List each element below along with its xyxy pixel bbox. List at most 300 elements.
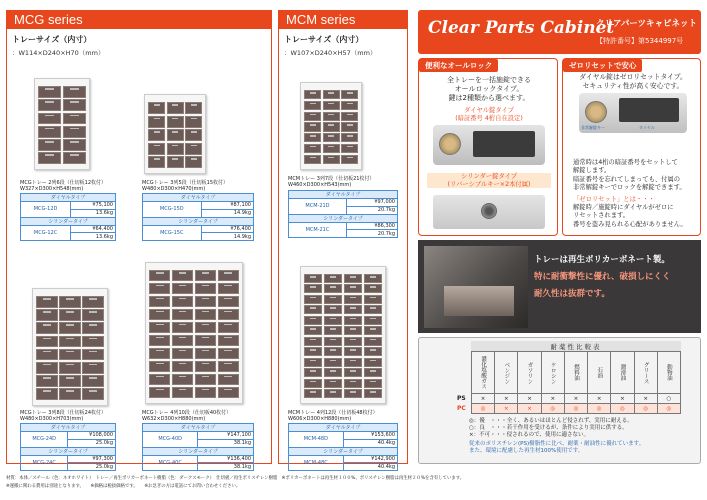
model-code: MCM-48D xyxy=(289,432,344,448)
type-label: ダイヤルタイプ xyxy=(21,424,116,432)
drawer xyxy=(218,283,239,294)
mcg-tray-size-label: トレーサイズ（内寸） xyxy=(12,35,92,44)
drawer xyxy=(344,305,362,314)
drawer xyxy=(218,361,239,372)
emergency-key-label: 非常解錠キー xyxy=(581,125,605,130)
drawer xyxy=(218,309,239,320)
drawer xyxy=(218,296,239,307)
row-label-ps: PS xyxy=(457,395,466,402)
mcg-40-spec-table xyxy=(142,423,254,471)
type-label: ダイヤルタイプ xyxy=(143,424,254,432)
drawer xyxy=(324,337,342,346)
dial-lock-type: ダイヤル錠タイプ xyxy=(464,107,514,114)
drawer xyxy=(185,116,202,128)
comparison-row-ps xyxy=(472,394,681,404)
cylinder-lock-image xyxy=(433,195,545,229)
drawer xyxy=(82,349,104,361)
drawer xyxy=(344,347,362,356)
mcg-24-caption xyxy=(20,410,140,422)
product-dims: W327×D300×H548(mm) xyxy=(20,186,84,193)
cell: × xyxy=(634,394,657,404)
drawer xyxy=(364,326,382,335)
drawer xyxy=(59,296,81,308)
drawer xyxy=(195,348,216,359)
tray-photo xyxy=(424,246,528,328)
price: ¥153,600 xyxy=(343,432,397,440)
drawer xyxy=(324,305,342,314)
tray-text-3: 耐久性は抜群です。 xyxy=(534,289,610,299)
drawer xyxy=(36,349,58,361)
column-header: ガソリン xyxy=(518,352,541,394)
drawer xyxy=(38,152,61,164)
weight: 40.4kg xyxy=(343,463,397,471)
weight: 13.6kg xyxy=(71,209,116,217)
zeroreset-box xyxy=(562,58,701,236)
emergency-key-icon xyxy=(585,101,607,123)
drawer xyxy=(38,113,61,125)
drawer xyxy=(59,336,81,348)
drawer xyxy=(324,347,342,356)
cell: × xyxy=(588,394,611,404)
drawer xyxy=(324,274,342,283)
cell: ◎ xyxy=(657,404,680,414)
drawer xyxy=(364,316,382,325)
drawer xyxy=(36,322,58,334)
drawer xyxy=(344,379,362,388)
product-dims: W606×D300×H880(mm) xyxy=(288,416,352,423)
price: ¥147,100 xyxy=(198,432,254,440)
model-code: MCG-12C xyxy=(21,225,71,241)
mcm-series-tab: MCM series xyxy=(278,10,408,29)
key-hole-icon xyxy=(439,133,461,155)
patent-number: 【特許番号】第5344997号 xyxy=(596,37,684,45)
cell: × xyxy=(472,394,495,404)
drawer xyxy=(82,336,104,348)
row-label-pc: PC xyxy=(457,405,466,412)
drawer xyxy=(195,283,216,294)
drawer xyxy=(148,156,165,168)
drawer xyxy=(218,322,239,333)
drawer xyxy=(82,388,104,400)
weight: 25.0kg xyxy=(68,439,116,447)
dial-lock-image xyxy=(433,125,545,165)
weight: 20.7kg xyxy=(346,230,397,238)
price: ¥86,300 xyxy=(346,222,397,230)
drawer xyxy=(195,309,216,320)
drawer xyxy=(149,296,170,307)
footer xyxy=(6,475,706,491)
product-dims: W480×D300×H703(mm) xyxy=(20,416,84,423)
drawer xyxy=(323,112,340,121)
price: ¥108,000 xyxy=(68,432,116,440)
cabinet-mcg-40 xyxy=(145,262,243,404)
drawer xyxy=(82,375,104,387)
drawer xyxy=(364,379,382,388)
drawer xyxy=(304,347,322,356)
product-name: MCGトレー 4列10段（仕切板40枚付） xyxy=(142,410,232,416)
drawer xyxy=(59,362,81,374)
zeroreset-q4: 番号を盗み見られる心配がありません。 xyxy=(573,220,687,228)
cell: ◎ xyxy=(611,404,634,414)
drawer xyxy=(195,322,216,333)
cell: × xyxy=(495,404,518,414)
mcm-48-caption xyxy=(288,410,406,422)
comparison-title: 耐薬性比較表 xyxy=(471,341,681,352)
drawer xyxy=(364,368,382,377)
drawer xyxy=(218,374,239,385)
drawer xyxy=(185,143,202,155)
cell: × xyxy=(541,394,564,404)
model-code: MCM-21D xyxy=(289,199,347,215)
column-header: 濃化塩酸ガス xyxy=(472,352,495,394)
drawer xyxy=(172,309,193,320)
cylinder-lock-type: シリンダー錠タイプ xyxy=(460,173,518,180)
drawer xyxy=(82,309,104,321)
drawer xyxy=(304,316,322,325)
drawer xyxy=(63,113,86,125)
product-name: MCMトレー 3列7段（仕切板21枚付） xyxy=(288,176,375,182)
product-name: MCGトレー 3列5段（仕切板15枚付） xyxy=(142,180,228,186)
drawer xyxy=(149,270,170,281)
drawer xyxy=(36,296,58,308)
drawer xyxy=(304,144,321,153)
mcg-15-caption xyxy=(142,180,266,192)
drawer xyxy=(195,296,216,307)
mcg-tray-size: ：W114×D240×H70（mm） xyxy=(12,49,105,57)
drawer xyxy=(148,102,165,114)
drawer xyxy=(149,374,170,385)
cell: × xyxy=(495,394,518,404)
drawer xyxy=(364,358,382,367)
cylinder-lock-sub: (リバーシブルキー×2本付属) xyxy=(447,180,531,188)
drawer xyxy=(344,284,362,293)
column-header: 動物油 xyxy=(657,352,680,394)
drawer xyxy=(344,389,362,398)
drawer xyxy=(341,112,358,121)
cell: ◎ xyxy=(564,404,587,414)
comparison-note-2: また、環境に配慮した再生材100%使用です。 xyxy=(469,448,584,454)
drawer xyxy=(341,90,358,99)
zeroreset-text-2: セキュリティ性が高く安心です。 xyxy=(582,81,684,90)
price: ¥97,000 xyxy=(346,199,397,207)
drawer xyxy=(149,387,170,398)
mcg-40-caption xyxy=(142,410,268,422)
drawer xyxy=(149,283,170,294)
comparison-legend xyxy=(469,418,697,455)
type-label: シリンダータイプ xyxy=(289,214,398,222)
drawer xyxy=(304,284,322,293)
drawer xyxy=(304,90,321,99)
drawer xyxy=(341,122,358,131)
drawer xyxy=(36,362,58,374)
cell: ◎ xyxy=(634,404,657,414)
drawer xyxy=(218,335,239,346)
tray-text-1: トレーは再生ポリカーボネート製。 xyxy=(534,255,670,265)
footer-notes: ※運搬に関わる費用は別途となります。 ※価格は税抜価格です。 ※お急ぎの方は電話にてお問い合わせください。 xyxy=(6,484,241,489)
allrock-box xyxy=(418,58,558,236)
drawer xyxy=(323,122,340,131)
drawer xyxy=(304,326,322,335)
mcg-series-tab: MCG series xyxy=(6,10,272,29)
cell: ○ xyxy=(657,394,680,404)
cabinet-mcg-24 xyxy=(32,288,108,406)
allrock-text xyxy=(427,76,551,103)
drawer xyxy=(304,358,322,367)
zeroreset-desc xyxy=(573,159,697,229)
drawer xyxy=(172,283,193,294)
weight: 13.6kg xyxy=(71,233,116,241)
mcm-48-spec-table xyxy=(288,423,398,471)
drawer xyxy=(304,274,322,283)
model-code: MCG-40C xyxy=(143,455,198,471)
allrock-text-2: オールロックタイプ。 xyxy=(454,85,524,93)
drawer xyxy=(323,90,340,99)
cell: ◎ xyxy=(472,404,495,414)
mcm-tray-size-label: トレーサイズ（内寸） xyxy=(284,35,364,44)
weight: 38.1kg xyxy=(198,439,254,447)
drawer xyxy=(364,295,382,304)
product-name: MCMトレー 4列12段（仕切板48枚付） xyxy=(288,410,378,416)
drawer xyxy=(344,326,362,335)
price: ¥64,400 xyxy=(71,225,116,233)
mcg-15-spec-table xyxy=(142,193,254,241)
cabinet-mcm-48 xyxy=(300,266,386,404)
drawer xyxy=(344,274,362,283)
zeroreset-header: ゼロリセットで安心 xyxy=(563,59,642,72)
drawer xyxy=(172,361,193,372)
cylinder-lock-label xyxy=(427,173,551,188)
cell: ◎ xyxy=(588,404,611,414)
drawer xyxy=(149,322,170,333)
drawer xyxy=(172,322,193,333)
cylinder-lock-icon xyxy=(481,203,497,219)
drawer xyxy=(304,122,321,131)
drawer xyxy=(324,295,342,304)
price: ¥136,400 xyxy=(198,455,254,463)
drawer xyxy=(63,152,86,164)
legend-excellent: ◎：優 ・・・全く、あるいはほとんど侵されず、実用に耐える。 xyxy=(469,418,633,424)
price: ¥76,400 xyxy=(201,225,253,233)
tray-text xyxy=(534,252,698,303)
drawer xyxy=(172,348,193,359)
drawer xyxy=(341,101,358,110)
drawer xyxy=(323,144,340,153)
drawer xyxy=(323,133,340,142)
drawer xyxy=(38,86,61,98)
drawer xyxy=(304,379,322,388)
price: ¥142,900 xyxy=(343,455,397,463)
drawer xyxy=(218,387,239,398)
weight: 20.7kg xyxy=(346,206,397,214)
drawer xyxy=(341,144,358,153)
drawer xyxy=(304,133,321,142)
drawer xyxy=(63,139,86,151)
drawer xyxy=(344,295,362,304)
drawer xyxy=(167,116,184,128)
product-dims: W632×D300×H880(mm) xyxy=(142,416,206,423)
column-header: 潤滑油 xyxy=(611,352,634,394)
drawer xyxy=(304,337,322,346)
weight: 25.0kg xyxy=(68,463,116,471)
comparison-panel xyxy=(418,337,701,464)
zeroreset-p2: 解錠します。 xyxy=(573,167,611,175)
type-label: ダイヤルタイプ xyxy=(289,191,398,199)
weight: 14.9kg xyxy=(201,233,253,241)
mcm-21-caption xyxy=(288,176,406,188)
mcg-12-spec-table xyxy=(20,193,116,241)
weight: 14.9kg xyxy=(201,209,253,217)
drawer xyxy=(364,347,382,356)
type-label: ダイヤルタイプ xyxy=(143,194,254,202)
zeroreset-p1: 通常時は4桁の暗証番号をセットして xyxy=(573,159,678,166)
drawer xyxy=(195,335,216,346)
drawer xyxy=(218,348,239,359)
product-dims: W480×D300×H470(mm) xyxy=(142,186,206,193)
drawer xyxy=(304,305,322,314)
zeroreset-q3: リセットされます。 xyxy=(573,212,630,220)
drawer xyxy=(304,101,321,110)
weight: 40.4kg xyxy=(343,439,397,447)
price: ¥97,300 xyxy=(68,455,116,463)
type-label: ダイヤルタイプ xyxy=(289,424,398,432)
column-header: 燃料油 xyxy=(564,352,587,394)
drawer xyxy=(195,374,216,385)
zeroreset-p4: 非常解錠キーでロックを解錠できます。 xyxy=(573,184,686,192)
product-name: MCGトレー 2列6段（仕切板12枚付） xyxy=(20,180,106,186)
model-code: MCG-15C xyxy=(143,225,202,241)
drawer xyxy=(195,270,216,281)
model-code: MCG-40D xyxy=(143,432,198,448)
comparison-table xyxy=(471,351,681,414)
dial-wheels xyxy=(473,131,535,157)
drawer xyxy=(185,102,202,114)
cell: × xyxy=(564,394,587,404)
cabinet-mcm-21 xyxy=(300,82,362,170)
drawer xyxy=(38,99,61,111)
drawer xyxy=(149,361,170,372)
mcm-tray-size: ：W107×D240×H57（mm） xyxy=(284,49,377,57)
drawer xyxy=(59,375,81,387)
drawer xyxy=(341,133,358,142)
model-code: MCG-24C xyxy=(21,455,68,471)
mcg-24-spec-table xyxy=(20,423,116,471)
drawer xyxy=(148,143,165,155)
drawer xyxy=(364,305,382,314)
drawer xyxy=(324,316,342,325)
drawer xyxy=(324,358,342,367)
column-header: 石油 xyxy=(588,352,611,394)
column-header: ベンジン xyxy=(495,352,518,394)
dial-lock-label xyxy=(427,107,551,122)
drawer xyxy=(38,139,61,151)
drawer xyxy=(195,387,216,398)
comparison-row-pc xyxy=(472,404,681,414)
drawer xyxy=(167,156,184,168)
drawer xyxy=(59,322,81,334)
zeroreset-intro xyxy=(569,73,697,90)
drawer xyxy=(304,368,322,377)
drawer xyxy=(36,388,58,400)
drawer xyxy=(323,101,340,110)
drawer xyxy=(148,129,165,141)
drawer xyxy=(82,362,104,374)
cell: × xyxy=(518,404,541,414)
drawer xyxy=(344,358,362,367)
type-label: ダイヤルタイプ xyxy=(21,194,116,202)
drawer xyxy=(63,86,86,98)
column-header: グリース xyxy=(634,352,657,394)
type-label: シリンダータイプ xyxy=(143,447,254,455)
drawer xyxy=(59,309,81,321)
drawer xyxy=(167,129,184,141)
drawer xyxy=(341,155,358,164)
drawer xyxy=(63,99,86,111)
drawer xyxy=(82,322,104,334)
drawer xyxy=(344,337,362,346)
dial-label: ダイヤル xyxy=(639,125,655,130)
cabinet-mcg-15 xyxy=(144,94,206,174)
cell: ◎ xyxy=(541,404,564,414)
footer-material: 材質：本体／スチール（色：ネオホワイト） トレー／再生ポリカーボネート樹脂（色：ダークスモーク） 仕切板／再生ポリスチレン樹脂 ※ポリカーボネートは再生材１００%、ポリスチレン樹脂は再生材２０%を含有しています。 xyxy=(6,476,465,481)
legend-poor: ×：不可・・・侵されるので、使用に適さない。 xyxy=(469,432,589,438)
type-label: シリンダータイプ xyxy=(289,447,398,455)
zeroreset-p3: 暗証番号を忘れてしまっても、付属の xyxy=(573,175,681,183)
drawer xyxy=(149,309,170,320)
drawer xyxy=(36,336,58,348)
comparison-note-1: 従来のポリスチレン(PS)樹脂性に比べ、耐薬・耐油性に優れています。 xyxy=(469,441,645,447)
drawer xyxy=(172,296,193,307)
drawer xyxy=(304,112,321,121)
dial-wheels xyxy=(619,98,679,122)
drawer xyxy=(149,335,170,346)
drawer xyxy=(218,270,239,281)
drawer xyxy=(172,335,193,346)
drawer xyxy=(82,296,104,308)
product-dims: W460×D300×H543(mm) xyxy=(288,182,352,189)
comparison-header-row xyxy=(472,352,681,394)
drawer xyxy=(63,126,86,138)
drawer xyxy=(36,309,58,321)
brand-header xyxy=(418,10,701,54)
brand-title-jp: クリアパーツキャビネット xyxy=(596,19,697,29)
column-header: ケロシン xyxy=(541,352,564,394)
drawer xyxy=(36,375,58,387)
model-code: MCG-15D xyxy=(143,202,202,218)
drawer xyxy=(59,388,81,400)
drawer xyxy=(344,316,362,325)
zeroreset-lock-image xyxy=(579,93,687,133)
tray-photo-drawer xyxy=(444,286,514,316)
drawer xyxy=(344,368,362,377)
drawer xyxy=(324,284,342,293)
price: ¥87,100 xyxy=(201,202,253,210)
cell: × xyxy=(518,394,541,404)
drawer xyxy=(172,270,193,281)
drawer xyxy=(167,102,184,114)
type-label: シリンダータイプ xyxy=(21,447,116,455)
type-label: シリンダータイプ xyxy=(143,217,254,225)
model-code: MCG-12D xyxy=(21,202,71,218)
drawer xyxy=(304,389,322,398)
product-name: MCGトレー 3列8段（仕切板24枚付） xyxy=(20,410,106,416)
drawer xyxy=(364,284,382,293)
legend-good: ○：良 ・・・若干作用を受けるが、条件により実用に供する。 xyxy=(469,425,628,431)
allrock-header: 便利なオールロック xyxy=(419,59,498,72)
drawer xyxy=(324,326,342,335)
drawer xyxy=(167,143,184,155)
drawer xyxy=(38,126,61,138)
model-code: MCM-21C xyxy=(289,222,347,238)
